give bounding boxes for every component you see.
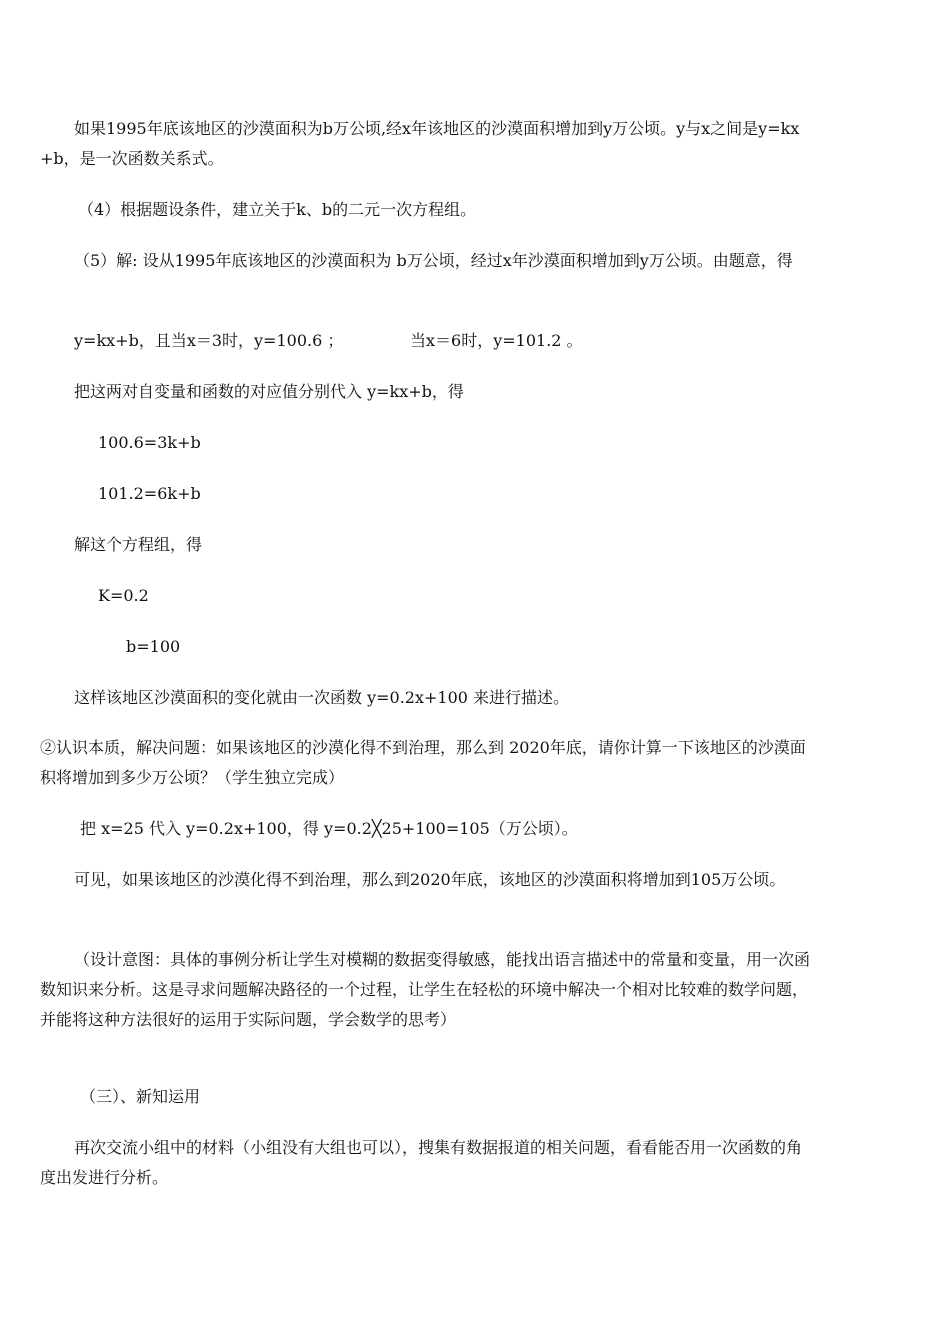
condition-x6: 当x＝6时，y=101.2 。 [410,331,583,350]
equation-2: 101.2=6k+b [98,484,201,503]
paragraph-desert-area-definition: 如果1995年底该地区的沙漠面积为b万公顷,经x年该地区的沙漠面积增加到y万公顷。y与x之间是y=kx+b，是一次函数关系式。 [40,119,800,168]
solution-k: K=0.2 [98,586,149,605]
paragraph-design-intent: （设计意图：具体的事例分析让学生对模糊的数据变得敏感，能找出语言描述中的常量和变量，用一次函数知识来分析。这是寻求问题解决路径的一个过程，让学生在轻松的环境中解决一个相对比较难的数学问题，并能将这种方法很好的运用于实际问题，学会数学的思考） [40,950,811,1029]
paragraph-solve-system: 解这个方程组，得 [74,535,203,554]
paragraph-conclusion: 可见，如果该地区的沙漠化得不到治理，那么到2020年底，该地区的沙漠面积将增加到105万公顷。 [74,870,786,889]
paragraph-question-2020: ②认识本质，解决问题：如果该地区的沙漠化得不到治理，那么到 2020年底，请你计算一下该地区的沙漠面积将增加到多少万公顷？（学生独立完成） [40,738,806,787]
paragraph-step-5-solution: （5）解: 设从1995年底该地区的沙漠面积为 b万公顷，经过x年沙漠面积增加到y万公顷。由题意，得 [74,251,793,270]
condition-x3: y=kx+b，且当x＝3时，y=100.6 ； [74,331,344,350]
paragraph-substitute-x25: 把 x=25 代入 y=0.2x+100，得 y=0.2╳25+100=105（万公顷）。 [80,819,578,838]
paragraph-step-4: （4）根据题设条件，建立关于k、b的二元一次方程组。 [78,200,477,219]
equation-1: 100.6=3k+b [98,433,201,452]
paragraph-linear-function-description: 这样该地区沙漠面积的变化就由一次函数 y=0.2x+100 来进行描述。 [74,688,570,707]
solution-b: b=100 [126,637,181,656]
paragraph-group-exchange: 再次交流小组中的材料（小组没有大组也可以），搜集有数据报道的相关问题，看看能否用一次函数的角度出发进行分析。 [40,1138,803,1187]
section-heading-new-knowledge: （三）、新知运用 [80,1087,201,1106]
paragraph-substitute: 把这两对自变量和函数的对应值分别代入 y=kx+b，得 [74,382,464,401]
